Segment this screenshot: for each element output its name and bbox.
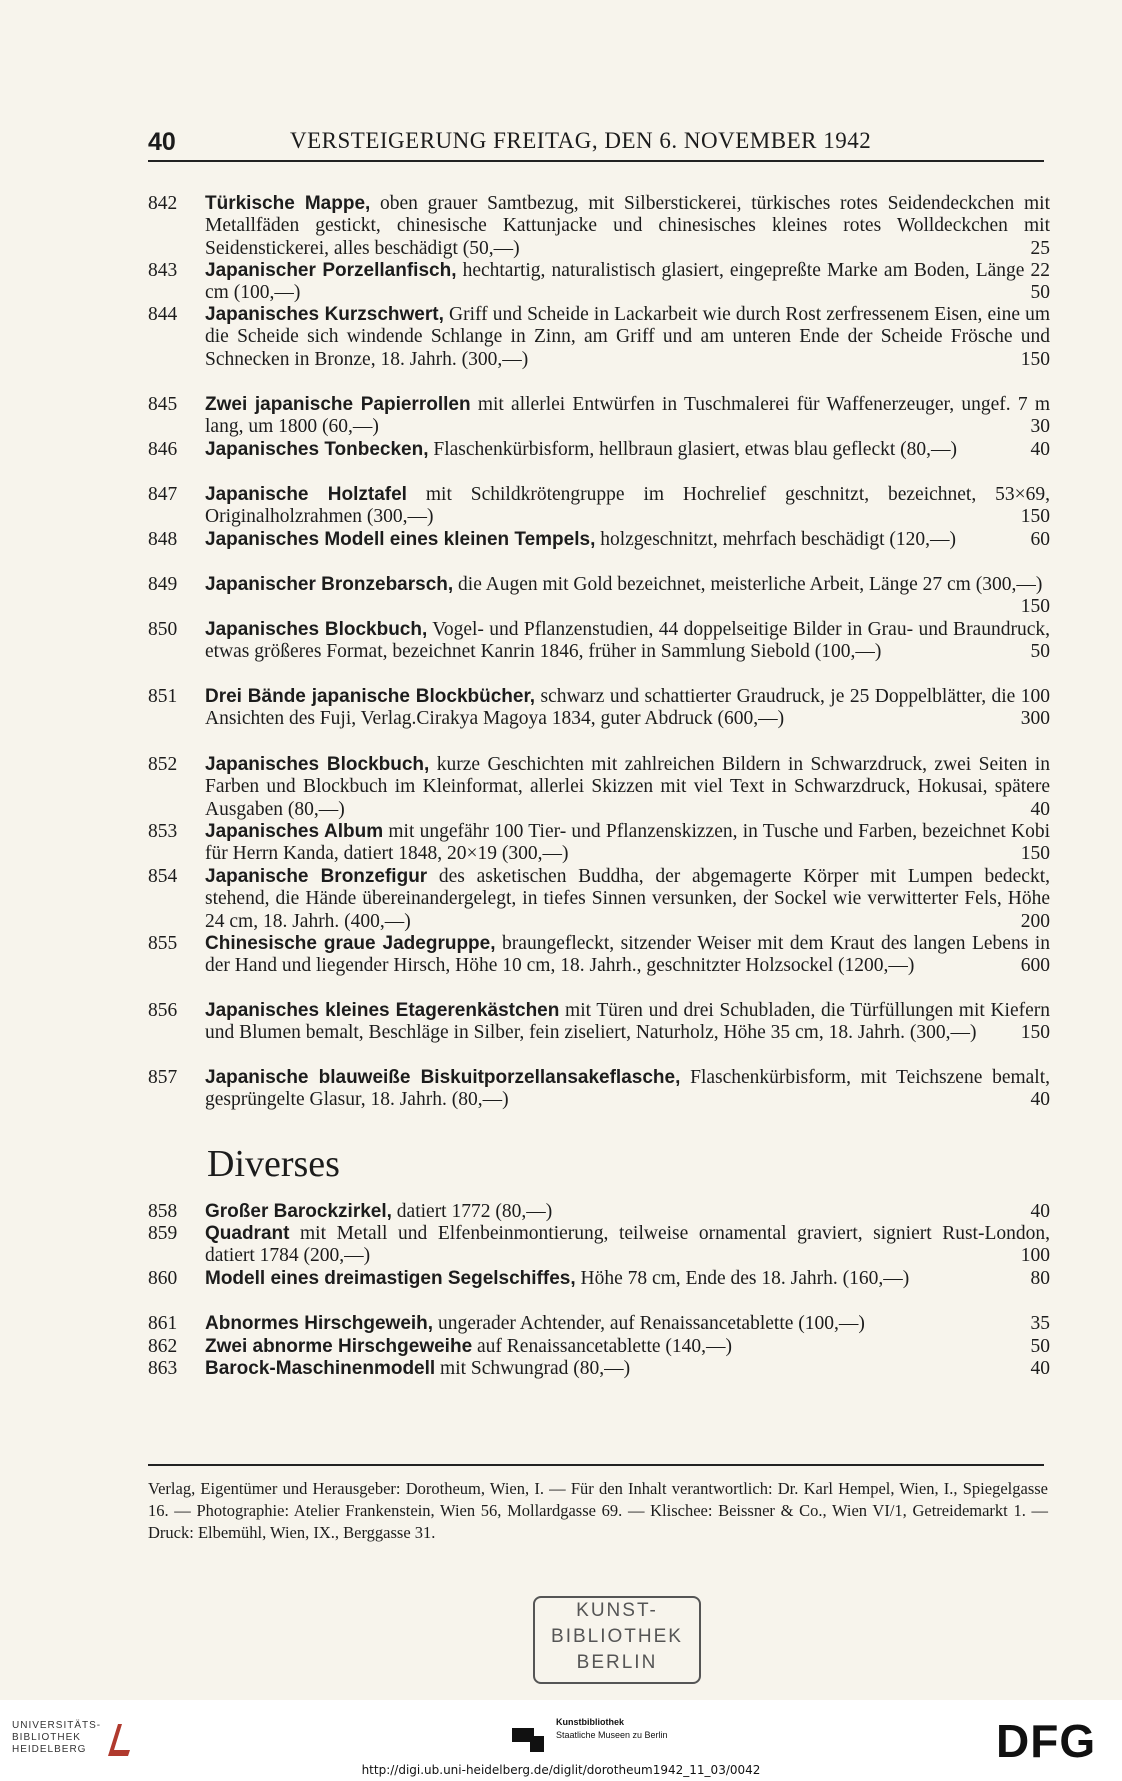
library-stamp [533, 1596, 701, 1684]
lot-description: Vogel- und Pflanzenstudien, 44 doppelseitige Bilder in Grau- und Braundruck, etwas größeres Format, bezeichnet Kanrin 1846, früher in Sammlung Siebold (100,—) [205, 619, 1050, 663]
page-header [148, 124, 1044, 162]
lot-number: 852 [148, 754, 178, 775]
logo-line: UNIVERSITÄTS- [12, 1720, 102, 1731]
lot-description: Höhe 78 cm, Ende des 18. Jahrh. (160,—) [580, 1268, 910, 1289]
lot-price: 150 [1020, 843, 1050, 865]
lot-price: 50 [1030, 641, 1050, 663]
lot-description: mit Schildkrötengruppe im Hochrelief geschnitzt, bezeichnet, 53×69, Originalholzrahmen (300,—) [205, 484, 1050, 528]
lot-price: 50 [1030, 1336, 1050, 1357]
lot-title: Japanisches Kurzschwert, [205, 304, 444, 325]
lot-title: Barock-Maschinenmodell [205, 1358, 436, 1379]
lot-entry [148, 933, 1050, 978]
lot-number: 853 [148, 821, 178, 842]
lot-description: kurze Geschichten mit zahlreichen Bildern in Schwarzdruck, zwei Seiten in Farben und Blockbuch im Kleinformat, allerlei Skizzen mit viel Text in Schwarzdruck, Hokusai, spätere Ausgaben (80,—) [205, 754, 1050, 820]
lot-entry [148, 619, 1050, 664]
lot-entry [148, 260, 1050, 305]
lot-price: 600 [1020, 955, 1050, 977]
lot-price: 50 [1030, 282, 1050, 304]
lot-number: 862 [148, 1336, 178, 1357]
lot-description: Flaschenkürbisform, mit Teichszene bemalt, gesprüngelte Glasur, 18. Jahrh. (80,—) [205, 1067, 1051, 1111]
logo-line: BIBLIOTHEK [12, 1732, 81, 1743]
lot-description: mit allerlei Entwürfen in Tuschmalerei für Waffenerzeuger, ungef. 7 m lang, um 1800 (60,—) [205, 394, 1051, 438]
lot-number: 856 [148, 1000, 178, 1021]
lot-description: mit Schwungrad (80,—) [440, 1358, 631, 1379]
lot-entry [148, 304, 1050, 371]
lot-title: Modell eines dreimastigen Segelschiffes, [205, 1268, 576, 1289]
lot-number: 842 [148, 193, 178, 214]
section-heading: Diverses [207, 1143, 340, 1185]
source-url[interactable]: http://digi.ub.uni-heidelberg.de/diglit/dorotheum1942_11_03/0042 [361, 1763, 761, 1777]
lot-title: Japanisches Blockbuch, [205, 619, 428, 640]
lot-entry [148, 754, 1050, 821]
digitization-footer [0, 1700, 1122, 1781]
imprint-text: Verlag, Eigentümer und Herausgeber: Dorotheum, Wien, I. — Für den Inhalt verantwortlich: Dr. Karl Hempel, Wien, I., Spiegelgasse 16. — Photographie: Atelier Frankenstein, Wien 56, Mollardgasse 69. — Klischee: Beissner & Co., Wien VI/1, Getreidemarkt 1. — Druck: Elbemühl, Wien, IX., Berggasse 31. [148, 1479, 1048, 1542]
kb-subtitle: Staatliche Museen zu Berlin [556, 1730, 668, 1740]
lot-entry [148, 394, 1050, 439]
stamp-line: BIBLIOTHEK [551, 1626, 683, 1647]
lot-description: auf Renaissancetablette (140,—) [477, 1336, 733, 1357]
lot-entry [148, 529, 1050, 551]
running-head: VERSTEIGERUNG FREITAG, DEN 6. NOVEMBER 1942 [290, 128, 872, 153]
lot-price: 40 [1030, 439, 1050, 460]
lot-title: Quadrant [205, 1223, 290, 1244]
lot-entry [148, 1000, 1050, 1045]
lot-title: Drei Bände japanische Blockbücher, [205, 686, 536, 707]
lot-entry [148, 866, 1050, 933]
heidelberg-mark-icon [104, 1720, 134, 1760]
lot-description: mit ungefähr 100 Tier- und Pflanzenskizzen, in Tusche und Farben, bezeichnet Kobi für Herrn Kanda, datiert 1848, 20×19 (300,—) [205, 821, 1051, 865]
lot-number: 863 [148, 1358, 178, 1379]
lot-description: des asketischen Buddha, der abgemagerte Körper mit Lumpen bedeckt, stehend, die Hände übereinandergelegt, in tiefes Sinnen versunken, der Sockel wie verwitterter Fels, Höhe 24 cm, 18. Jahrh. (400,—) [205, 866, 1051, 932]
lot-title: Japanische blauweiße Biskuitporzellansakeflasche, [205, 1067, 681, 1088]
lot-entry [148, 193, 1050, 260]
lot-number: 850 [148, 619, 178, 640]
lot-title: Zwei japanische Papierrollen [205, 394, 471, 415]
lot-description: mit Türen und drei Schubladen, die Türfüllungen mit Kiefern und Blumen bemalt, Beschläge in Silber, fein ziseliert, Naturholz, Höhe 35 cm, 18. Jahrh. (300,—) [205, 1000, 1051, 1044]
lot-price: 35 [1030, 1313, 1050, 1334]
lot-description: hechtartig, naturalistisch glasiert, eingepreßte Marke am Boden, Länge 22 cm (100,—) [205, 260, 1051, 304]
lot-title: Chinesische graue Jadegruppe, [205, 933, 496, 954]
lot-description: holzgeschnitzt, mehrfach beschädigt (120,—) [600, 529, 956, 550]
lot-entry [148, 686, 1050, 731]
lot-entry [148, 1358, 1050, 1380]
lot-price: 200 [1020, 910, 1050, 932]
lot-price: 40 [1030, 798, 1050, 820]
lot-title: Türkische Mappe, [205, 193, 371, 214]
heidelberg-logo [12, 1720, 101, 1756]
lot-entry [148, 1336, 1050, 1358]
lot-title: Japanisches Modell eines kleinen Tempels, [205, 529, 596, 550]
lot-number: 843 [148, 260, 178, 281]
lot-description: Flaschenkürbisform, hellbraun glasiert, etwas blau gefleckt (80,—) [433, 439, 958, 460]
lot-price: 60 [1030, 529, 1050, 550]
lot-description: ungerader Achtender, auf Renaissancetablette (100,—) [437, 1313, 865, 1334]
lot-title: Zwei abnorme Hirschgeweihe [205, 1336, 473, 1357]
lot-price: 150 [1020, 596, 1050, 618]
lot-price: 80 [1030, 1268, 1050, 1289]
logo-line: HEIDELBERG [12, 1744, 87, 1755]
lot-title: Japanischer Bronzebarsch, [205, 574, 454, 595]
lot-entry [148, 439, 1050, 461]
lot-number: 849 [148, 574, 178, 595]
lot-number: 861 [148, 1313, 178, 1334]
lot-description: mit Metall und Elfenbeinmontierung, teilweise ornamental graviert, signiert Rust-London, datiert 1784 (200,—) [205, 1223, 1051, 1267]
lot-title: Japanisches Tonbecken, [205, 439, 429, 460]
lot-price: 40 [1030, 1201, 1050, 1222]
lot-number: 859 [148, 1223, 178, 1244]
lot-entry [148, 1067, 1050, 1112]
lot-entry [148, 1223, 1050, 1268]
lot-description: braungefleckt, sitzender Weiser mit dem Kraut des langen Lebens in der Hand und liegender Hirsch, Höhe 10 cm, 18. Jahrh., geschnitzter Holzsockel (1200,—) [205, 933, 1050, 977]
stamp-line: KUNST- [576, 1600, 658, 1621]
lot-title: Japanische Bronzefigur [205, 866, 428, 887]
lot-price: 150 [1020, 506, 1050, 528]
lot-entry [148, 1201, 1050, 1223]
lot-entry [148, 1313, 1050, 1335]
lot-title: Japanischer Porzellanfisch, [205, 260, 457, 281]
lot-number: 858 [148, 1201, 178, 1222]
lot-description: Griff und Scheide in Lackarbeit wie durch Rost zerfressenem Eisen, eine um die Scheide sich windende Schlange in Zinn, am Griff und am unteren Ende der Scheide Frösche und Schnecken in Bronze, 18. Jahrh. (300,—) [205, 304, 1051, 370]
lot-number: 848 [148, 529, 178, 550]
page-number: 40 [148, 128, 176, 156]
lot-number: 847 [148, 484, 178, 505]
lot-price: 25 [1030, 237, 1050, 259]
lot-number: 857 [148, 1067, 178, 1088]
lot-description: die Augen mit Gold bezeichnet, meisterliche Arbeit, Länge 27 cm (300,—) [458, 574, 1043, 595]
lot-price: 150 [1020, 1022, 1050, 1044]
kunstbibliothek-logo-icon [512, 1722, 548, 1754]
kunstbibliothek-label [556, 1716, 668, 1742]
lot-number: 844 [148, 304, 178, 325]
kb-title: Kunstbibliothek [556, 1717, 624, 1727]
lot-number: 860 [148, 1268, 178, 1289]
lot-title: Japanische Holztafel [205, 484, 407, 505]
lot-entry [148, 821, 1050, 866]
lot-entry [148, 484, 1050, 529]
lot-title: Abnormes Hirschgeweih, [205, 1313, 434, 1334]
lot-title: Japanisches kleines Etagerenkästchen [205, 1000, 560, 1021]
lot-price: 40 [1030, 1089, 1050, 1111]
lot-description: oben grauer Samtbezug, mit Silberstickerei, türkisches rotes Seidendeckchen mit Metallfäden gestickt, chinesische Kattunjacke und chinesisches kleines rotes Wolldeckchen mit Seidenstickerei, alles beschädigt (50,—) [205, 193, 1050, 259]
lot-title: Japanisches Blockbuch, [205, 754, 430, 775]
imprint-divider [148, 1464, 1044, 1466]
lot-number: 846 [148, 439, 178, 460]
stamp-line: BERLIN [576, 1652, 658, 1673]
lot-number: 855 [148, 933, 178, 954]
lot-description: datiert 1772 (80,—) [396, 1201, 553, 1222]
dfg-logo: DFG [996, 1715, 1097, 1767]
lot-entry [148, 574, 1050, 619]
lot-number: 851 [148, 686, 178, 707]
lot-description: schwarz und schattierter Graudruck, je 25 Doppelblätter, die 100 Ansichten des Fuji, Verlag.Cirakya Magoya 1834, guter Abdruck (600,—) [205, 686, 1051, 730]
lot-price: 30 [1030, 416, 1050, 438]
lot-number: 845 [148, 394, 178, 415]
lot-number: 854 [148, 866, 178, 887]
lot-price: 300 [1020, 708, 1050, 730]
lot-price: 100 [1020, 1245, 1050, 1267]
lot-title: Japanisches Album [205, 821, 384, 842]
lot-price: 150 [1020, 348, 1050, 370]
lot-entry [148, 1268, 1050, 1290]
lot-title: Großer Barockzirkel, [205, 1201, 392, 1222]
lot-price: 40 [1030, 1358, 1050, 1379]
